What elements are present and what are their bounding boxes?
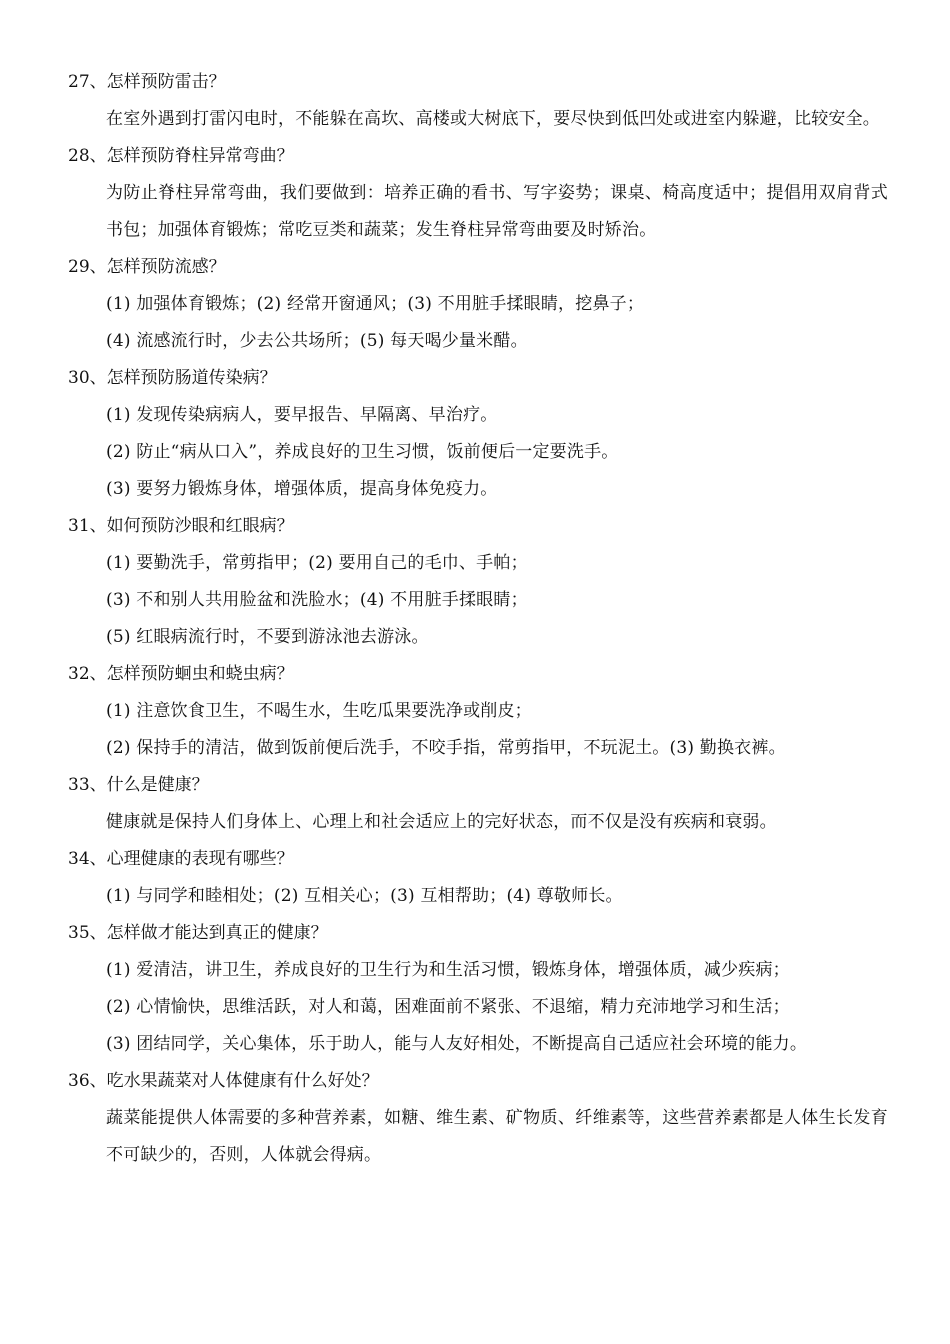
answer-35-1: (1) 爱清洁，讲卫生，养成良好的卫生行为和生活习惯，锻炼身体，增强体质，减少疾病；	[106, 960, 790, 980]
qa-list	[68, 64, 888, 1174]
answer-32-1: (1) 注意饮食卫生，不喝生水，生吃瓜果要洗净或削皮；	[106, 701, 532, 721]
answer-30-1: (1) 发现传染病病人，要早报告、早隔离、早治疗。	[106, 405, 498, 425]
question-34: 34、心理健康的表现有哪些？	[68, 849, 294, 869]
answer-31-3: (5) 红眼病流行时，不要到游泳池去游泳。	[106, 627, 429, 647]
qa-item-29	[68, 249, 888, 360]
answer-33-1: 健康就是保持人们身体上、心理上和社会适应上的完好状态，而不仅是没有疾病和衰弱。	[106, 812, 777, 832]
answer-30-2: (2) 防止“病从口入”，养成良好的卫生习惯，饭前便后一定要洗手。	[106, 442, 619, 462]
question-32: 32、怎样预防蛔虫和蛲虫病？	[68, 664, 294, 684]
qa-item-28	[68, 138, 888, 249]
answer-28-1: 为防止脊柱异常弯曲，我们要做到：培养正确的看书、写字姿势；课桌、椅高度适中；提倡用双肩背式书包；加强体育锻炼；常吃豆类和蔬菜；发生脊柱异常弯曲要及时矫治。	[106, 183, 888, 240]
question-36: 36、吃水果蔬菜对人体健康有什么好处？	[68, 1071, 379, 1091]
answer-30-3: (3) 要努力锻炼身体，增强体质，提高身体免疫力。	[106, 479, 498, 499]
question-27: 27、怎样预防雷击？	[68, 72, 226, 92]
answer-35-3: (3) 团结同学，关心集体，乐于助人，能与人友好相处，不断提高自己适应社会环境的能力。	[106, 1034, 808, 1054]
qa-item-27	[68, 64, 888, 138]
question-28: 28、怎样预防脊柱异常弯曲？	[68, 146, 294, 166]
answer-29-2: (4) 流感流行时，少去公共场所；(5) 每天喝少量米醋。	[106, 331, 528, 351]
answer-31-1: (1) 要勤洗手，常剪指甲；(2) 要用自己的毛巾、手帕；	[106, 553, 528, 573]
answer-27-1: 在室外遇到打雷闪电时，不能躲在高坎、高楼或大树底下，要尽快到低凹处或进室内躲避，比较安全。	[106, 109, 880, 129]
qa-item-32	[68, 656, 888, 767]
qa-item-36	[68, 1063, 888, 1174]
question-35: 35、怎样做才能达到真正的健康？	[68, 923, 328, 943]
qa-item-33	[68, 767, 888, 841]
qa-item-34	[68, 841, 888, 915]
qa-item-35	[68, 915, 888, 1063]
question-30: 30、怎样预防肠道传染病？	[68, 368, 277, 388]
question-29: 29、怎样预防流感？	[68, 257, 226, 277]
question-31: 31、如何预防沙眼和红眼病？	[68, 516, 294, 536]
answer-36-1: 蔬菜能提供人体需要的多种营养素，如糖、维生素、矿物质、纤维素等，这些营养素都是人体生长发育不可缺少的，否则，人体就会得病。	[106, 1108, 888, 1165]
answer-34-1: (1) 与同学和睦相处；(2) 互相关心；(3) 互相帮助；(4) 尊敬师长。	[106, 886, 623, 906]
qa-item-31	[68, 508, 888, 656]
answer-32-2: (2) 保持手的清洁，做到饭前便后洗手，不咬手指，常剪指甲，不玩泥土。(3) 勤换衣裤。	[106, 738, 786, 758]
answer-35-2: (2) 心情愉快，思维活跃，对人和蔼，困难面前不紧张、不退缩，精力充沛地学习和生活；	[106, 997, 790, 1017]
qa-item-30	[68, 360, 888, 508]
question-33: 33、什么是健康？	[68, 775, 209, 795]
answer-29-1: (1) 加强体育锻炼；(2) 经常开窗通风；(3) 不用脏手揉眼睛，挖鼻子；	[106, 294, 645, 314]
answer-31-2: (3) 不和别人共用脸盆和洗脸水；(4) 不用脏手揉眼睛；	[106, 590, 528, 610]
